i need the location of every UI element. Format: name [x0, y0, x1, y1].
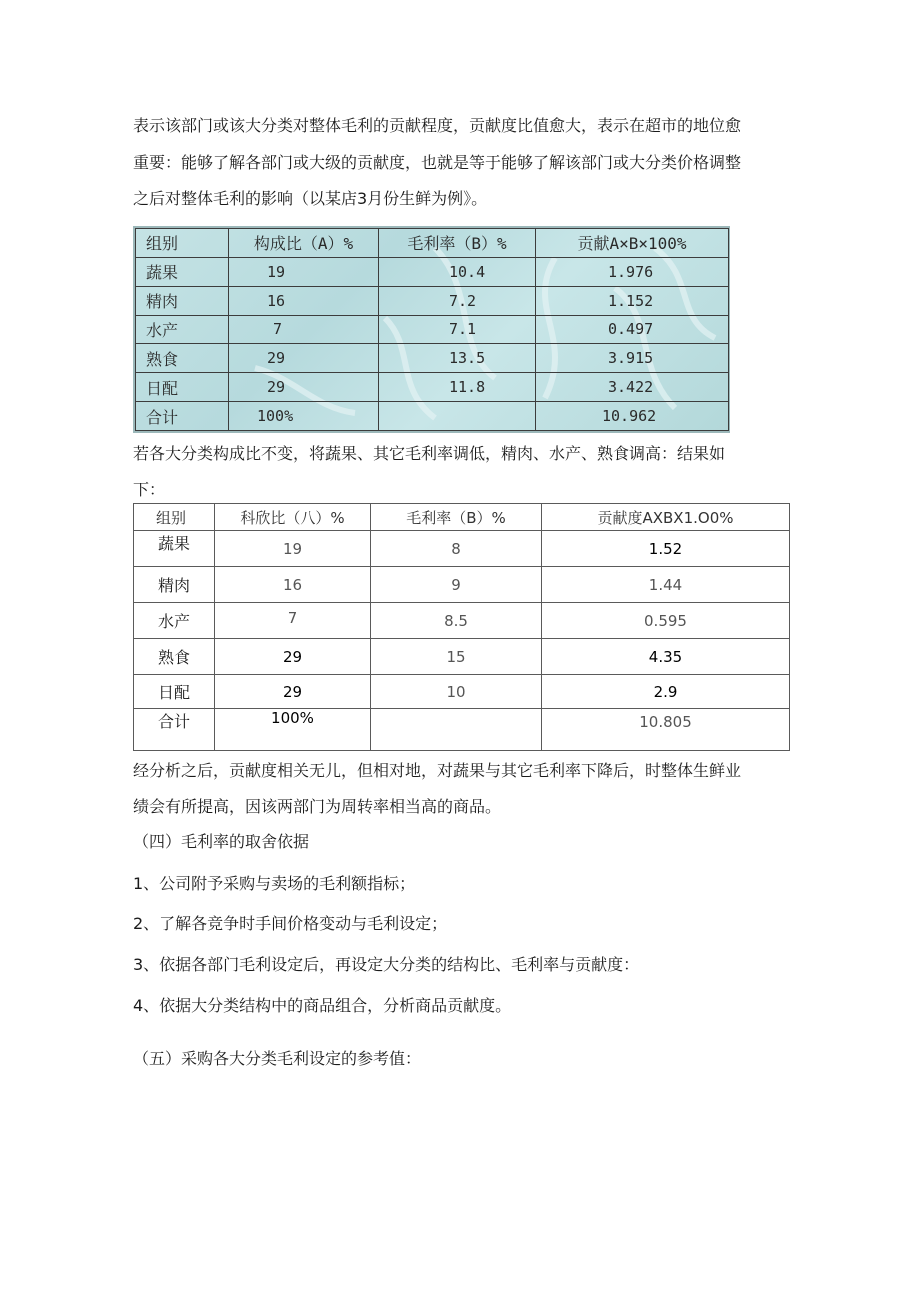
header-composition: 科欣比（八）%	[215, 504, 371, 531]
analysis-line-2: 绩会有所提高，因该两部门为周转率相当高的商品。	[133, 797, 502, 816]
cell-contribution: 0.497	[536, 315, 729, 344]
intro-line-2: 重要：能够了解各部门或大级的贡献度，也就是等于能够了解该部门或大分类价格调整	[133, 153, 742, 172]
cell-contribution: 1.44	[542, 567, 790, 603]
table-row	[136, 257, 729, 286]
contribution-table-image	[133, 226, 730, 433]
table-row	[136, 373, 729, 402]
section4-item-1: 1、公司附予采购与卖场的毛利额指标；	[133, 874, 416, 893]
cell-contribution: 2.9	[542, 675, 790, 709]
section4-item-3: 3、依据各部门毛利设定后，再设定大分类的结构比、毛利率与贡献度：	[133, 955, 640, 974]
cell-group: 精肉	[136, 286, 229, 315]
cell-group: 精肉	[134, 567, 215, 603]
analysis-line-1: 经分析之后，贡献度相关无儿，但相对地，对蔬果与其它毛利率下降后，时整体生鲜业	[133, 761, 742, 780]
middle-line-1: 若各大分类构成比不变，将蔬果、其它毛利率调低，精肉、水产、熟食调高：结果如	[133, 444, 726, 463]
cell-group: 日配	[134, 675, 215, 709]
cell-composition: 29	[215, 639, 371, 675]
table-row	[134, 531, 790, 567]
cell-composition: 19	[215, 531, 371, 567]
cell-composition: 16	[215, 567, 371, 603]
cell-composition: 29	[229, 344, 379, 373]
section4-item-2: 2、了解各竞争时手间价格变动与毛利设定；	[133, 914, 448, 933]
cell-contribution: 1.152	[536, 286, 729, 315]
intro-line-3: 之后对整体毛利的影响（以某店3月份生鲜为例》。	[133, 189, 488, 208]
cell-contribution: 1.52	[542, 531, 790, 567]
cell-contribution: 10.805	[542, 709, 790, 751]
table-row	[136, 402, 729, 431]
header-composition: 构成比（A）%	[229, 229, 379, 258]
cell-composition: 16	[229, 286, 379, 315]
cell-group: 水产	[136, 315, 229, 344]
cell-margin: 8.5	[371, 603, 542, 639]
header-contribution: 贡献A×B×100%	[536, 229, 729, 258]
cell-contribution: 10.962	[536, 402, 729, 431]
table-row	[136, 315, 729, 344]
cell-margin: 7.1	[379, 315, 536, 344]
header-margin: 毛利率（B）%	[379, 229, 536, 258]
middle-line-2: 下：	[133, 480, 166, 499]
adjusted-contribution-table	[133, 503, 790, 751]
section4-item-4: 4、依据大分类结构中的商品组合，分析商品贡献度。	[133, 996, 512, 1015]
table-row	[134, 567, 790, 603]
table-header-row	[136, 229, 729, 258]
cell-margin	[371, 709, 542, 751]
cell-margin: 8	[371, 531, 542, 567]
cell-composition: 29	[215, 675, 371, 709]
cell-contribution: 3.422	[536, 373, 729, 402]
cell-group: 合计	[134, 709, 215, 751]
cell-group: 合计	[136, 402, 229, 431]
cell-group: 水产	[134, 603, 215, 639]
table-header-row	[134, 504, 790, 531]
header-contribution: 贡献度AXBX1.O0%	[542, 504, 790, 531]
cell-composition: 100%	[229, 402, 379, 431]
cell-margin: 15	[371, 639, 542, 675]
section5-heading: （五）采购各大分类毛利设定的参考值：	[133, 1049, 422, 1068]
cell-contribution: 1.976	[536, 257, 729, 286]
contribution-table	[135, 228, 729, 431]
cell-composition: 19	[229, 257, 379, 286]
cell-margin	[379, 402, 536, 431]
cell-group: 蔬果	[134, 531, 215, 567]
cell-composition: 100%	[215, 709, 371, 751]
table-row	[134, 639, 790, 675]
table-row	[134, 675, 790, 709]
cell-margin: 10.4	[379, 257, 536, 286]
section4-heading: （四）毛利率的取舍依据	[133, 832, 310, 851]
cell-composition: 7	[215, 603, 371, 639]
cell-group: 日配	[136, 373, 229, 402]
cell-margin: 11.8	[379, 373, 536, 402]
table-row	[136, 344, 729, 373]
header-group: 组别	[136, 229, 229, 258]
cell-contribution: 3.915	[536, 344, 729, 373]
cell-group: 蔬果	[136, 257, 229, 286]
cell-contribution: 0.595	[542, 603, 790, 639]
table-row	[136, 286, 729, 315]
cell-composition: 29	[229, 373, 379, 402]
cell-contribution: 4.35	[542, 639, 790, 675]
cell-margin: 10	[371, 675, 542, 709]
cell-group: 熟食	[136, 344, 229, 373]
cell-margin: 7.2	[379, 286, 536, 315]
header-margin: 毛利率（B）%	[371, 504, 542, 531]
table-row	[134, 709, 790, 751]
cell-group: 熟食	[134, 639, 215, 675]
cell-margin: 13.5	[379, 344, 536, 373]
header-group: 组别	[134, 504, 215, 531]
cell-margin: 9	[371, 567, 542, 603]
intro-line-1: 表示该部门或该大分类对整体毛利的贡献程度，贡献度比值愈大，表示在超市的地位愈	[133, 116, 742, 135]
table-row	[134, 603, 790, 639]
cell-composition: 7	[229, 315, 379, 344]
